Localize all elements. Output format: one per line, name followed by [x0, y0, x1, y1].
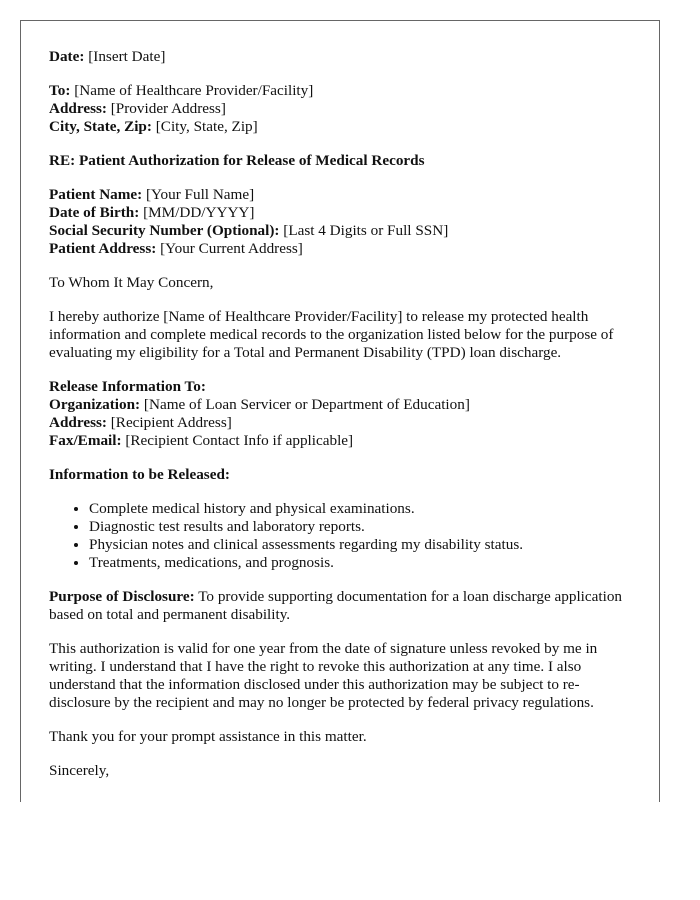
- recipient-address-value: [Recipient Address]: [110, 414, 232, 431]
- organization-label: Organization:: [49, 396, 141, 413]
- list-item: • Complete medical history and physical examinations.: [89, 500, 631, 518]
- city-label: City, State, Zip:: [49, 118, 152, 135]
- patient-name-line: [49, 186, 631, 204]
- to-label: To:: [49, 82, 71, 99]
- organization-line: [49, 396, 631, 414]
- dob-line: [49, 204, 631, 222]
- list-item: • Physician notes and clinical assessments regarding my disability status.: [89, 536, 631, 554]
- info-released-heading-block: [49, 466, 631, 484]
- patient-name-label: Patient Name:: [49, 186, 143, 203]
- letter-page: [20, 20, 660, 802]
- patient-address-line: [49, 240, 631, 258]
- date-label: Date:: [49, 48, 85, 65]
- list-item: • Diagnostic test results and laboratory reports.: [89, 518, 631, 536]
- patient-block: [49, 186, 631, 258]
- salutation: To Whom It May Concern,: [49, 274, 214, 291]
- header-block: [49, 48, 631, 66]
- ssn-line: [49, 222, 631, 240]
- info-released-list: [49, 500, 631, 572]
- contact-value: [Recipient Contact Info if applicable]: [125, 432, 354, 449]
- patient-address-label: Patient Address:: [49, 240, 157, 257]
- city-line: [49, 118, 631, 136]
- provider-address-value: [Provider Address]: [110, 100, 226, 117]
- provider-address-line: [49, 100, 631, 118]
- list-item: • Treatments, medications, and prognosis.: [89, 554, 631, 572]
- contact-label: Fax/Email:: [49, 432, 122, 449]
- release-to-block: [49, 378, 631, 450]
- ssn-value: [Last 4 Digits or Full SSN]: [283, 222, 449, 239]
- organization-value: [Name of Loan Servicer or Department of Education]: [143, 396, 470, 413]
- date-line: [49, 48, 631, 66]
- purpose-label: Purpose of Disclosure:: [49, 588, 195, 605]
- release-to-heading: Release Information To:: [49, 378, 206, 395]
- info-released-heading: Information to be Released:: [49, 466, 230, 483]
- intro-paragraph: I hereby authorize [Name of Healthcare Provider/Facility] to release my protected health information and complete medical records to the organization listed below for the purpose of evaluating my eligibility for a Total and Permanent Disability (TPD) loan discharge.: [49, 308, 614, 361]
- recipient-address-label: Address:: [49, 414, 107, 431]
- recipient-address-line: [49, 414, 631, 432]
- provider-address-label: Address:: [49, 100, 107, 117]
- to-value: [Name of Healthcare Provider/Facility]: [74, 82, 314, 99]
- to-line: [49, 82, 631, 100]
- patient-address-value: [Your Current Address]: [160, 240, 303, 257]
- subject-line: RE: Patient Authorization for Release of Medical Records: [49, 152, 425, 169]
- contact-line: [49, 432, 631, 450]
- dob-label: Date of Birth:: [49, 204, 140, 221]
- closing: Sincerely,: [49, 762, 110, 779]
- dob-value: [MM/DD/YYYY]: [143, 204, 255, 221]
- subject-block: [49, 152, 631, 170]
- ssn-label: Social Security Number (Optional):: [49, 222, 280, 239]
- date-value: [Insert Date]: [88, 48, 166, 65]
- recipient-block: [49, 82, 631, 136]
- validity-paragraph: This authorization is valid for one year from the date of signature unless revoked by me in writing. I understand that I have the right to revoke this authorization at any time. I also understand that the information disclosed under this authorization may be subject to re-disclosure by the recipient and may no longer be protected by federal privacy regulations.: [49, 640, 598, 711]
- purpose-text: To provide supporting documentation for a loan discharge application based on total and permanent disability.: [49, 588, 623, 623]
- patient-name-value: [Your Full Name]: [146, 186, 255, 203]
- city-value: [City, State, Zip]: [155, 118, 258, 135]
- thanks-paragraph: Thank you for your prompt assistance in this matter.: [49, 728, 367, 745]
- purpose-paragraph: [49, 588, 631, 624]
